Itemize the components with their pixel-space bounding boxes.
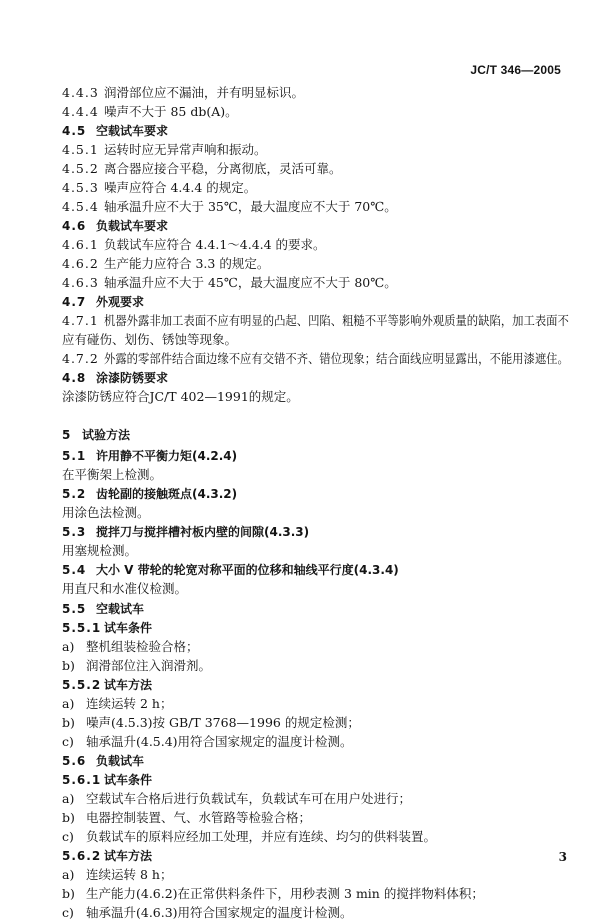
clause-number: 4.6.3 — [62, 275, 99, 290]
clause-body: 涂漆防锈应符合JC/T 402—1991的规定。 — [62, 389, 299, 404]
clause-body: 在平衡架上检测。 — [62, 467, 163, 482]
list-letter: b) — [62, 658, 75, 673]
clause-number: 5.2 — [62, 487, 87, 501]
clause-number: 5.1 — [62, 449, 87, 463]
clause-heading: 齿轮副的接触斑点(4.3.2) — [96, 487, 238, 501]
clause-number: 5.4 — [62, 563, 87, 577]
clause-number: 4.8 — [62, 371, 87, 385]
list-letter: b) — [62, 715, 75, 730]
clause-heading: 试车条件 — [104, 773, 153, 787]
clause-body: 机器外露非加工表面不应有明显的凸起、凹陷、粗糙不平等影响外观质量的缺陷，加工表面不 — [104, 313, 569, 328]
clause-number: 5 — [62, 428, 72, 442]
clause-body: 外露的零部件结合面边缘不应有交错不齐、错位现象；结合面线应明显露出，不能用漆遮住。 — [104, 351, 569, 366]
clause-body: 应有碰伤、划伤、锈蚀等现象。 — [62, 332, 238, 347]
list-letter: a) — [62, 867, 75, 882]
clause-body: 轴承温升(4.6.3)用符合国家规定的温度计检测。 — [86, 905, 353, 920]
clause-body: 用塞规检测。 — [62, 543, 138, 558]
clause-number: 4.6 — [62, 219, 87, 233]
clause-heading: 试车方法 — [104, 849, 153, 863]
clause-number: 5.5 — [62, 602, 87, 616]
clause-body: 轴承温升应不大于 35℃，最大温度应不大于 70℃。 — [104, 199, 397, 214]
clause-body: 连续运转 8 h； — [86, 867, 173, 882]
clause-body: 用涂色法检测。 — [62, 505, 150, 520]
clause-heading: 负载试车要求 — [96, 219, 169, 233]
clause-body: 噪声应符合 4.4.4 的规定。 — [104, 180, 257, 195]
clause-heading: 空载试车 — [96, 602, 145, 616]
list-letter: b) — [62, 810, 75, 825]
clause-number: 4.5.2 — [62, 161, 99, 176]
clause-body: 轴承温升应不大于 45℃，最大温度应不大于 80℃。 — [104, 275, 397, 290]
clause-body: 润滑部位应不漏油，并有明显标识。 — [104, 85, 305, 100]
clause-heading: 试验方法 — [82, 428, 131, 442]
list-letter: c) — [62, 734, 74, 749]
clause-number: 5.3 — [62, 525, 87, 539]
clause-number: 5.5.2 — [62, 678, 102, 692]
list-letter: c) — [62, 829, 74, 844]
clause-number: 4.4.4 — [62, 104, 99, 119]
clause-number: 4.5.4 — [62, 199, 99, 214]
list-letter: a) — [62, 696, 75, 711]
list-letter: a) — [62, 791, 75, 806]
list-letter: b) — [62, 886, 75, 901]
clause-heading: 涂漆防锈要求 — [96, 371, 169, 385]
clause-body: 噪声(4.5.3)按 GB/T 3768—1996 的规定检测； — [86, 715, 360, 730]
clause-body: 整机组装检验合格； — [86, 639, 199, 654]
clause-body: 轴承温升(4.5.4)用符合国家规定的温度计检测。 — [86, 734, 353, 749]
clause-number: 4.5 — [62, 124, 87, 138]
clause-body: 电器控制装置、气、水管路等检验合格； — [86, 810, 312, 825]
clause-body: 运转时应无异常声响和振动。 — [104, 142, 267, 157]
clause-heading: 外观要求 — [96, 295, 145, 309]
clause-number: 4.7.1 — [62, 313, 99, 328]
clause-body: 生产能力(4.6.2)在正常供料条件下，用秒表测 3 min 的搅拌物料体积； — [86, 886, 484, 901]
clause-number: 5.6.1 — [62, 773, 102, 787]
clause-body: 用直尺和水准仪检测。 — [62, 581, 188, 596]
clause-heading: 许用静不平衡力矩(4.2.4) — [96, 449, 238, 463]
clause-body: 生产能力应符合 3.3 的规定。 — [104, 256, 270, 271]
clause-body: 负载试车的原料应经加工处理，并应有连续、均匀的供料装置。 — [86, 829, 437, 844]
clause-heading: 负载试车 — [96, 754, 145, 768]
clause-body: 润滑部位注入润滑剂。 — [86, 658, 212, 673]
clause-body: 负载试车应符合 4.4.1～4.4.4 的要求。 — [104, 237, 326, 252]
clause-heading: 试车方法 — [104, 678, 153, 692]
clause-number: 4.5.1 — [62, 142, 99, 157]
clause-heading: 搅拌刀与搅拌槽衬板内壁的间隙(4.3.3) — [96, 525, 310, 539]
clause-number: 4.5.3 — [62, 180, 99, 195]
clause-heading: 试车条件 — [104, 621, 153, 635]
clause-number: 4.6.1 — [62, 237, 99, 252]
clause-heading: 大小 V 带轮的轮宽对称平面的位移和轴线平行度(4.3.4) — [96, 563, 399, 577]
clause-body: 空载试车合格后进行负载试车，负载试车可在用户处进行； — [86, 791, 412, 806]
clause-body: 离合器应接合平稳，分离彻底，灵活可靠。 — [104, 161, 342, 176]
list-letter: a) — [62, 639, 75, 654]
clause-number: 5.6 — [62, 754, 87, 768]
clause-number: 5.5.1 — [62, 621, 102, 635]
clause-number: 4.7 — [62, 295, 87, 309]
clause-heading: 空载试车要求 — [96, 124, 169, 138]
clause-number: 4.7.2 — [62, 351, 99, 366]
clause-number: 4.6.2 — [62, 256, 99, 271]
clause-body: 连续运转 2 h； — [86, 696, 173, 711]
clause-number: 5.6.2 — [62, 849, 102, 863]
page-number: 3 — [558, 850, 567, 864]
list-letter: c) — [62, 905, 74, 920]
clause-body: 噪声不大于 85 db(A)。 — [104, 104, 238, 119]
document-code: JC/T 346—2005 — [470, 63, 561, 77]
clause-number: 4.4.3 — [62, 85, 99, 100]
